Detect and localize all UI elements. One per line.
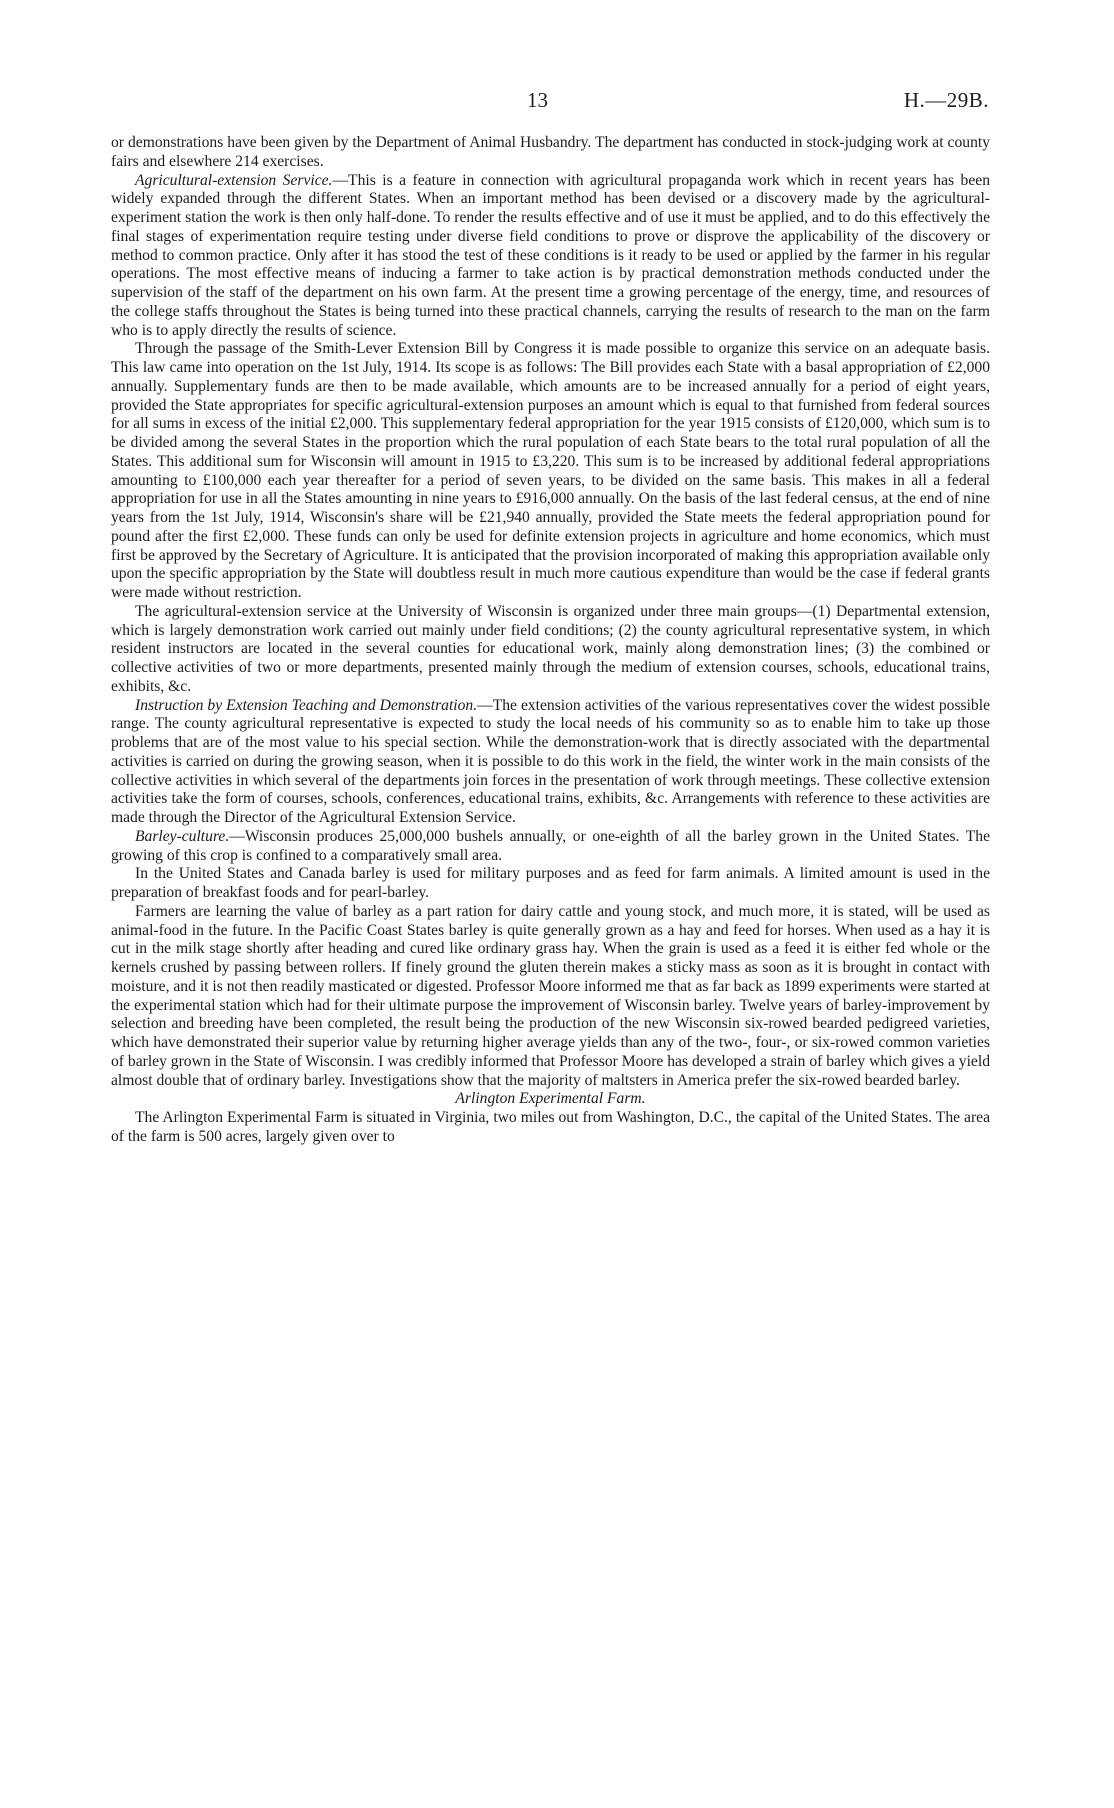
paragraph-barley-culture xyxy=(111,828,990,866)
body-text xyxy=(111,134,990,1147)
section-heading-arlington: Arlington Experimental Farm. xyxy=(455,1090,646,1108)
paragraph-barley-uses: In the United States and Canada barley is used for military purposes and as feed for farm animals. A limited amount is used in the preparation of breakfast foods and for pearl-barley. xyxy=(111,865,990,901)
page-number: 13 xyxy=(527,88,548,112)
page-header xyxy=(0,88,1114,112)
subheading-extension-service: Agricultural-extension Service. xyxy=(135,171,333,189)
paragraph-extension-service xyxy=(111,172,990,341)
paragraph-text: —This is a feature in connection with agricultural propaganda work which in recent years has been widely expanded through the different States. When an important method has been devised or a discovery made by the agricultural-experiment station the work is then only half-done. To render the results effective and of use it must be applied, and to do this effectively the final stages of experimentation require testing under diverse field conditions to prove or disprove the applicability of the discovery or method to common practice. Only after it has stood the test of these conditions is it ready to be used or applied by the farmer in his regular operations. The most effective means of inducing a farmer to take action is by practical demonstration methods conducted under the supervision of the staff of the department on his own farm. At the present time a growing percentage of the energy, time, and resources of the college staffs throughout the States is being turned into these practical channels, carrying the results of research to the man on the farm who is to apply directly the results of science. xyxy=(111,171,990,339)
paragraph-smith-lever: Through the passage of the Smith-Lever Extension Bill by Congress it is made possible to organize this service on an adequate basis. This law came into operation on the 1st July, 1914. Its scope is as follows: The Bill provides each State with a basal appropriation of £2,000 annually. Supplementary funds are then to be made available, which amounts are to be increased annually for a period of eight years, provided the State appropriates for specific agricultural-extension purposes an amount which is equal to that furnished from federal sources for all sums in excess of the initial £2,000. This supplementary federal appropriation for the year 1915 consists of £120,000, which sum is to be divided among the several States in the proportion which the rural population of each State bears to the total rural population of all the States. This additional sum for Wisconsin will amount in 1915 to £3,220. This sum is to be increased by additional federal appropriations amounting to £100,000 each year thereafter for a period of seven years, to be divided on the same basis. This makes in all a federal appropriation for use in all the States amounting in nine years to £916,000 annually. On the basis of the last federal census, at the end of nine years from the 1st July, 1914, Wisconsin's share will be £21,940 annually, provided the State meets the federal appropriation pound for pound after the first £2,000. These funds can only be used for definite extension projects in agriculture and home economics, which must first be approved by the Secretary of Agriculture. It is anticipated that the provision incorporated of making this appropriation available only upon the specific appropriation by the State will doubtless result in much more cautious expenditure than would be the case if federal grants were made without restriction. xyxy=(111,340,990,601)
paragraph-arlington: The Arlington Experimental Farm is situated in Virginia, two miles out from Washington, D.C., the capital of the United States. The area of the farm is 500 acres, largely given over to xyxy=(111,1109,990,1145)
paragraph-text: —Wisconsin produces 25,000,000 bushels annually, or one-eighth of all the barley grown in the United States. The growing of this crop is confined to a comparatively small area. xyxy=(111,827,990,864)
paragraph-organization: The agricultural-extension service at the University of Wisconsin is organized under three main groups—(1) Departmental extension, which is largely demonstration work carried out mainly under field conditions; (2) the county agricultural representative system, in which resident instructors are located in the several counties for educational work, mainly along demonstration lines; (3) the combined or collective activities of two or more departments, presented mainly through the medium of extension courses, schools, educational trains, exhibits, &c. xyxy=(111,602,990,695)
subheading-instruction: Instruction by Extension Teaching and Demonstration. xyxy=(135,696,478,714)
paragraph-barley-feed: Farmers are learning the value of barley as a part ration for dairy cattle and young stock, and much more, it is stated, will be used as animal-food in the future. In the Pacific Coast States barley is quite generally grown as a hay and feed for horses. When used as a hay it is cut in the milk stage shortly after heading and cured like ordinary grass hay. When the grain is used as a feed it is either fed whole or the kernels crushed by passing between rollers. If finely ground the gluten therein makes a sticky mass as soon as it is brought in contact with moisture, and it is not then readily masticated or digested. Professor Moore informed me that as far back as 1899 experiments were started at the experimental station which had for their ultimate purpose the improvement of Wisconsin barley. Twelve years of barley-improvement by selection and breeding have been completed, the result being the production of the new Wisconsin six-rowed bearded pedigreed varieties, which have demonstrated their superior value by returning higher average yields than any of the two-, four-, or six-rowed common varieties of barley grown in the State of Wisconsin. I was credibly informed that Professor Moore has developed a strain of barley which gives a yield almost double that of ordinary barley. Investigations show that the majority of maltsters in America prefer the six-rowed bearded barley. xyxy=(111,902,990,1089)
paragraph-continuation: or demonstrations have been given by the Department of Animal Husbandry. The department has conducted in stock-judging work at county fairs and elsewhere 214 exercises. xyxy=(111,134,990,170)
paragraph-text: —The extension activities of the various representatives cover the widest possible range. The county agricultural representative is expected to study the local needs of his community so as to enable him to take up those problems that are of the most value to his special section. While the demonstration-work that is directly associated with the departmental activities is carried on during the growing season, when it is possible to do this work in the field, the winter work in the main consists of the collective activities in which several of the departments join forces in the presentation of work through meetings. These collective extension activities take the form of courses, schools, conferences, educational trains, exhibits, &c. Arrangements with reference to these activities are made through the Director of the Agricultural Extension Service. xyxy=(111,696,990,826)
document-reference: H.—29B. xyxy=(903,88,989,112)
subheading-barley-culture: Barley-culture. xyxy=(135,827,230,845)
paragraph-instruction xyxy=(111,697,990,828)
